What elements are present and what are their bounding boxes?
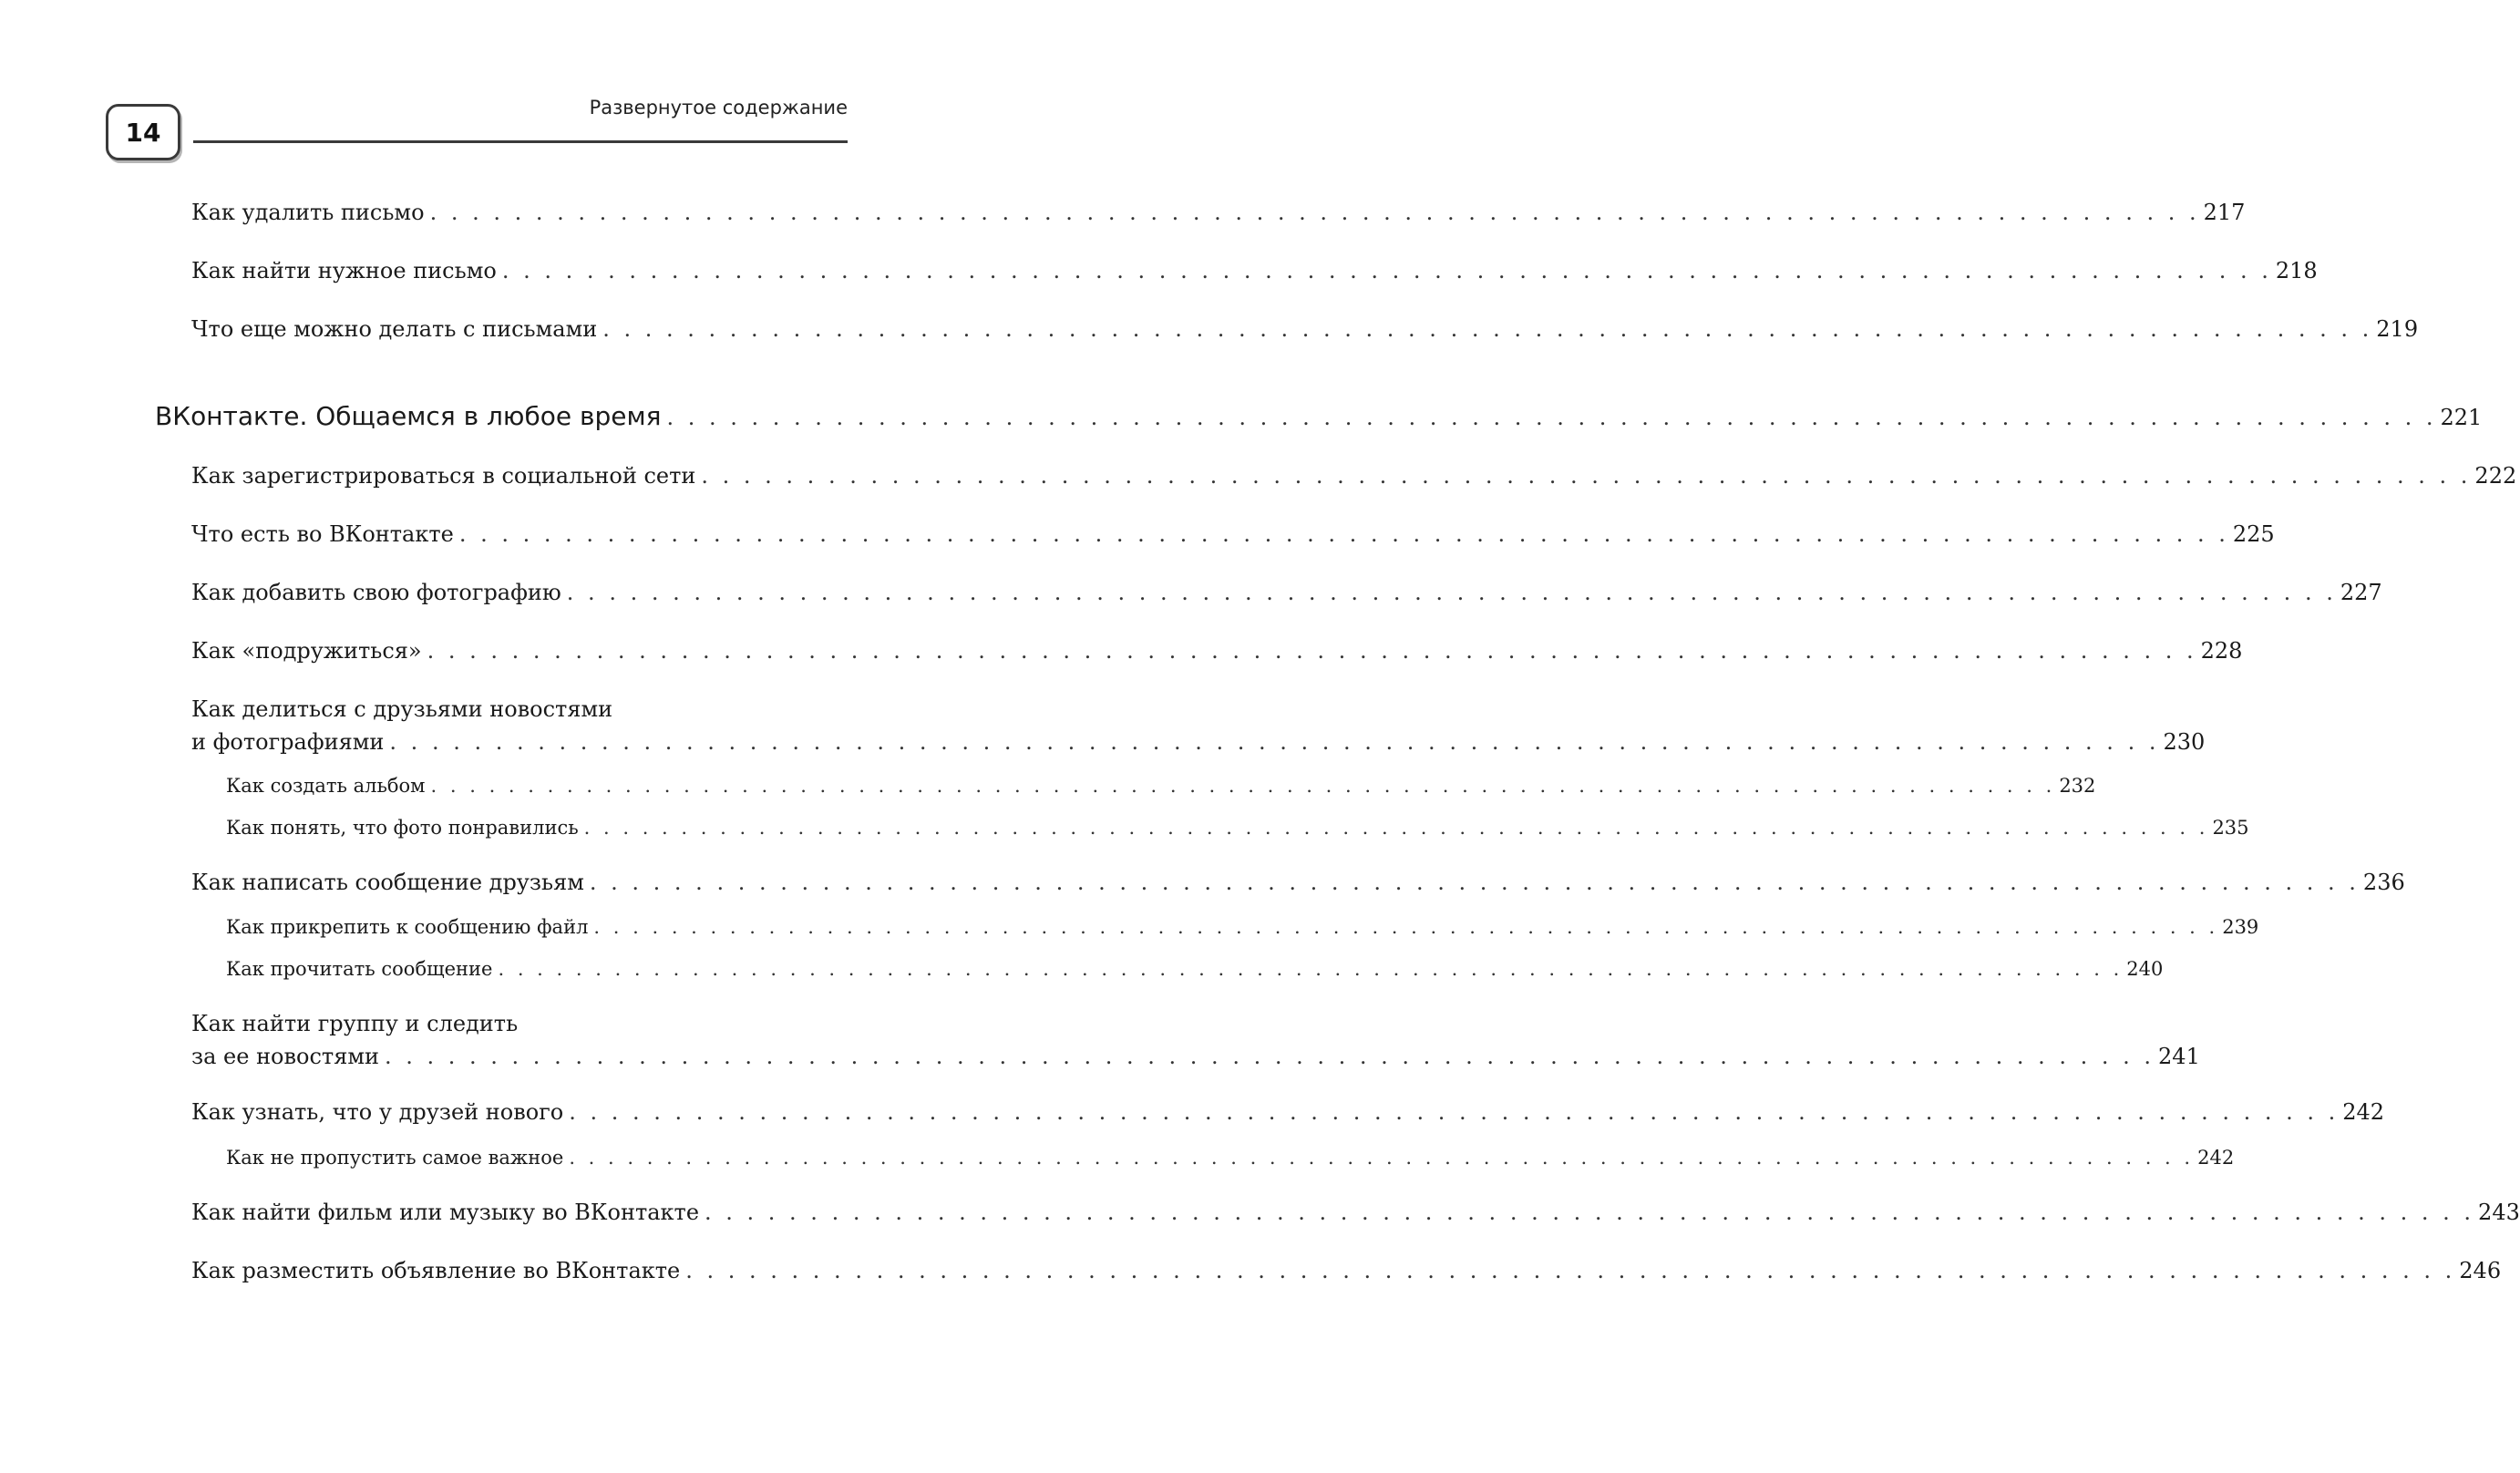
toc-entry-page: 228 <box>2200 638 2243 664</box>
toc-entry-page: 236 <box>2362 870 2405 895</box>
dot-leader <box>385 1041 2155 1072</box>
toc-entry-page: 243 <box>2478 1200 2520 1225</box>
toc-chapter-title: ВКонтакте. Общаемся в любое время <box>155 401 662 431</box>
toc-entry-title: Как прикрепить к сообщению файл <box>226 916 589 938</box>
toc-entry-page: 217 <box>2203 200 2246 225</box>
toc-entry-title: Как понять, что фото понравились <box>226 817 579 839</box>
toc-entry-page: 239 <box>2222 916 2259 938</box>
toc-entry[interactable] <box>0 1008 2200 1072</box>
toc-entry-title: Как написать сообщение друзьям <box>191 870 584 895</box>
dot-leader <box>389 726 2159 757</box>
dot-leader <box>685 1255 2455 1286</box>
toc-subentry[interactable] <box>0 955 2164 983</box>
dot-leader <box>459 519 2229 550</box>
toc-subentry[interactable] <box>0 814 2249 841</box>
dot-leader <box>666 400 2436 435</box>
dot-leader <box>593 913 2218 941</box>
toc-subentry[interactable] <box>0 772 2096 799</box>
toc-entry-title: за ее новостями <box>191 1044 379 1069</box>
header-rule <box>193 140 848 143</box>
toc-entry[interactable] <box>0 314 2419 345</box>
toc-subentry[interactable] <box>0 1144 2235 1171</box>
toc-entry-title: и фотографиями <box>191 729 385 755</box>
toc-entry-title: Как найти нужное письмо <box>191 258 497 283</box>
toc-entry[interactable] <box>0 519 2275 550</box>
toc-entry-page: 218 <box>2275 258 2318 283</box>
toc-entry-page: 246 <box>2459 1258 2502 1283</box>
toc-entry-title: Как «подружиться» <box>191 638 422 664</box>
toc-entry-title: Как зарегистрироваться в социальной сети <box>191 463 696 489</box>
toc-entry[interactable] <box>0 867 2405 898</box>
page-number-box <box>106 104 180 160</box>
toc-entry-page: 222 <box>2474 463 2517 489</box>
dot-leader <box>498 955 2123 983</box>
dot-leader <box>602 314 2372 345</box>
toc-entry-page: 227 <box>2340 580 2382 605</box>
toc-entry-title: Как добавить свою фотографию <box>191 580 561 605</box>
dot-leader <box>701 460 2471 491</box>
toc-entry-title: Как удалить письмо <box>191 200 425 225</box>
toc-entry-page: 242 <box>2197 1147 2235 1169</box>
dot-leader <box>584 814 2209 841</box>
dot-leader <box>567 577 2337 608</box>
toc-entry[interactable] <box>0 577 2382 608</box>
toc-entry[interactable] <box>0 1097 2385 1128</box>
dot-leader <box>569 1144 2194 1171</box>
toc-entry[interactable] <box>0 1255 2502 1286</box>
toc-entry-title: Что есть во ВКонтакте <box>191 521 454 547</box>
dot-leader <box>502 255 2272 286</box>
toc-entry-page: 241 <box>2158 1044 2200 1069</box>
toc-entry-title: Как прочитать сообщение <box>226 958 493 980</box>
dot-leader <box>590 867 2360 898</box>
toc-entry-title: Как не пропустить самое важное <box>226 1147 564 1169</box>
toc-entry-title: Как создать альбом <box>226 775 426 797</box>
toc-chapter-entry[interactable] <box>0 399 2483 435</box>
toc-entry-page: 240 <box>2126 958 2164 980</box>
toc-entry-page: 221 <box>2440 405 2483 430</box>
page-number: 14 <box>125 117 161 148</box>
toc-entry-page: 235 <box>2212 817 2249 839</box>
dot-leader <box>430 197 2200 228</box>
toc-entry-title: Как узнать, что у друзей нового <box>191 1099 564 1125</box>
dot-leader <box>705 1197 2474 1228</box>
toc-entry-page: 242 <box>2342 1099 2385 1125</box>
toc-entry-page: 232 <box>2059 775 2096 797</box>
toc-entry-title: Что еще можно делать с письмами <box>191 316 598 342</box>
dot-leader <box>569 1097 2339 1128</box>
toc-entry[interactable] <box>0 694 2206 757</box>
toc-entry-page: 219 <box>2376 316 2419 342</box>
toc-entry-page: 225 <box>2232 521 2275 547</box>
dot-leader <box>427 635 2197 666</box>
running-head: Развернутое содержание <box>589 97 848 118</box>
toc-entry[interactable] <box>0 197 2246 228</box>
toc-entry[interactable] <box>0 460 2517 491</box>
toc-entry-title: Как разместить объявление во ВКонтакте <box>191 1258 681 1283</box>
toc-entry[interactable] <box>0 1197 2520 1228</box>
toc-subentry[interactable] <box>0 913 2259 941</box>
toc-entry-title-line1: Как найти группу и следить <box>191 1011 519 1036</box>
toc-entry[interactable] <box>0 255 2318 286</box>
toc-entry-title: Как найти фильм или музыку во ВКонтакте <box>191 1200 700 1225</box>
toc-entry-page: 230 <box>2163 729 2206 755</box>
toc-entry[interactable] <box>0 635 2243 666</box>
dot-leader <box>431 772 2056 799</box>
toc-entry-title-line1: Как делиться с друзьями новостями <box>191 696 613 722</box>
